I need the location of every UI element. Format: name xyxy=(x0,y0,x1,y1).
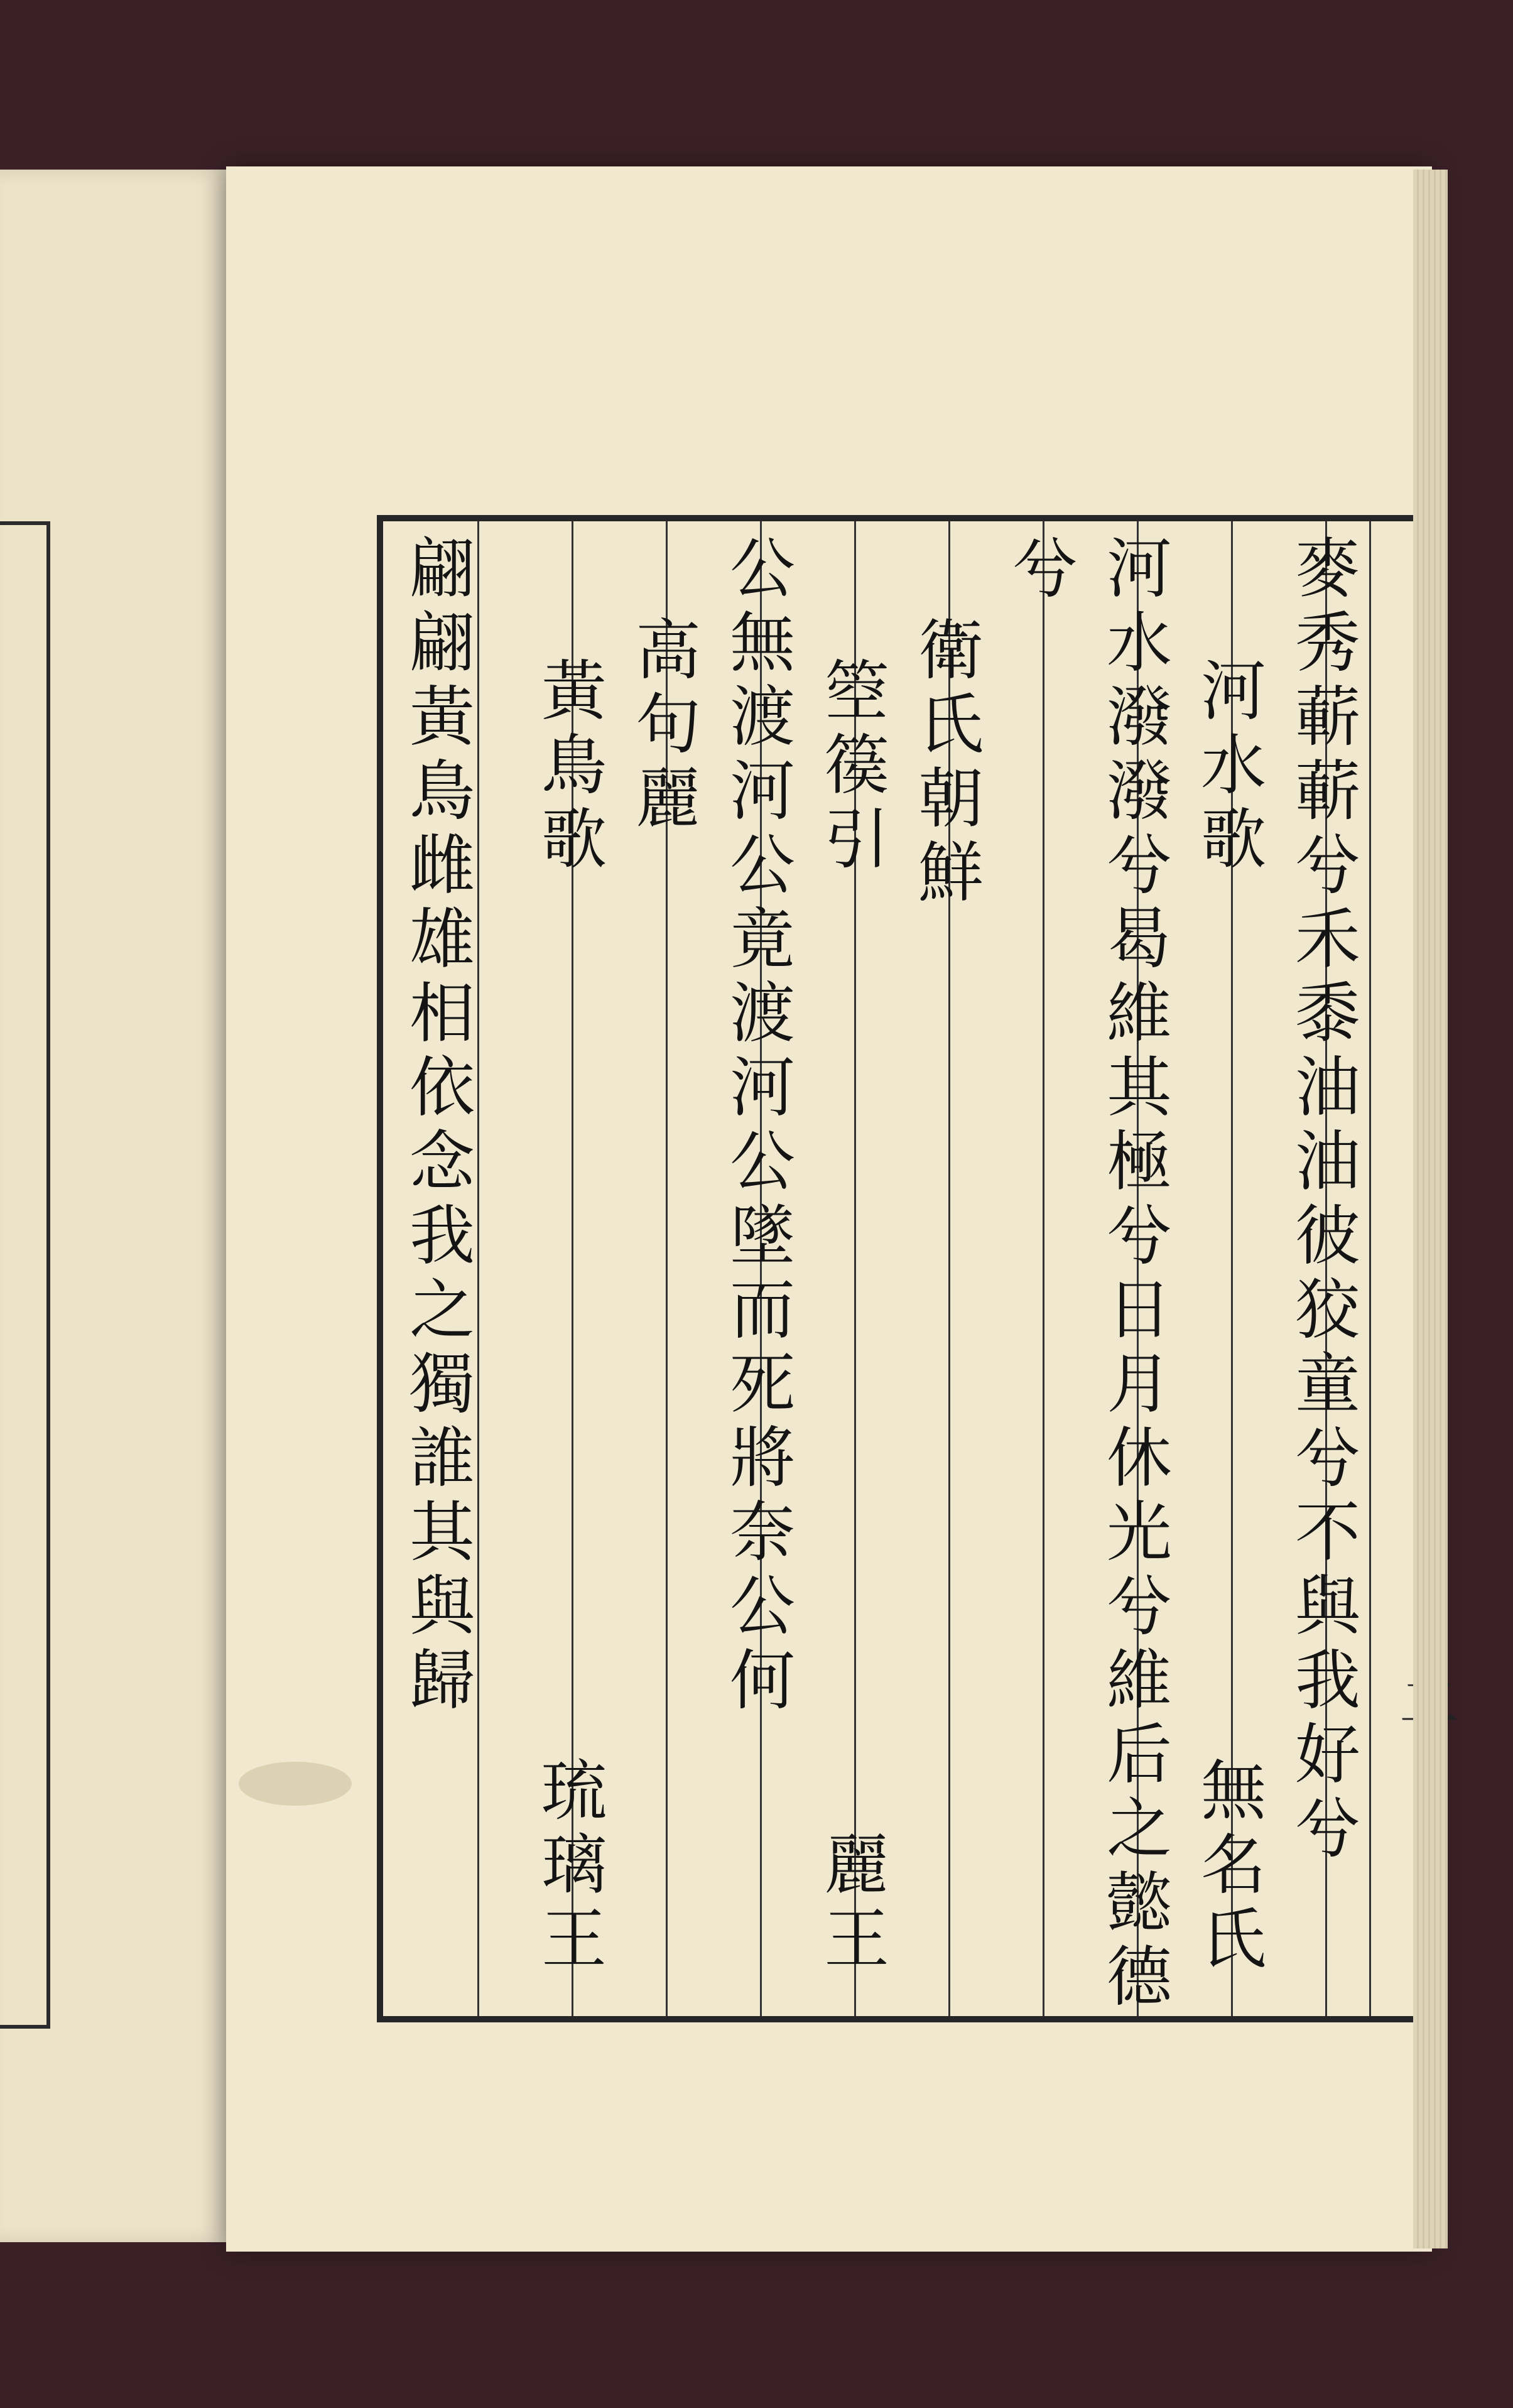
text-column xyxy=(992,521,1087,2016)
text-column xyxy=(1181,521,1275,2016)
column-rule xyxy=(1369,521,1371,2016)
poem-author: 麗王 xyxy=(813,1830,889,1978)
section-heading: 衛氏朝鮮 xyxy=(907,616,984,912)
text-column xyxy=(1275,521,1369,2016)
poem-text: 公無渡河公竟渡河公墜而死將奈公何 xyxy=(719,534,795,1720)
text-frame xyxy=(377,515,1419,2022)
poem-title: 黃鳥歌 xyxy=(530,656,607,879)
paper-stain xyxy=(239,1762,352,1806)
text-column xyxy=(710,521,804,2016)
page-edge xyxy=(1413,170,1448,2248)
poem-text: 兮 xyxy=(1001,534,1078,608)
text-column xyxy=(804,521,898,2016)
poem-text: 麥秀蔪蔪兮禾黍油油彼狡童兮不與我好兮 xyxy=(1284,534,1360,1868)
book-page xyxy=(226,166,1432,2252)
poem-text: 河水潑潑兮曷維其極兮日月休光兮維后之懿德 xyxy=(1095,534,1172,2016)
poem-text: 翩翩黃鳥雌雄相依念我之獨誰其與歸 xyxy=(398,534,475,1720)
poem-title: 河水歌 xyxy=(1190,656,1266,879)
poem-author: 琉璃王 xyxy=(530,1756,607,1978)
poem-title: 箜篌引 xyxy=(813,656,889,879)
text-column xyxy=(1087,521,1181,2016)
poem-author: 無名氏 xyxy=(1190,1756,1266,1978)
section-heading: 高句麗 xyxy=(624,616,701,838)
text-column xyxy=(389,521,484,2016)
text-column xyxy=(898,521,992,2016)
text-column xyxy=(521,521,616,2016)
left-page-frame xyxy=(0,521,50,2029)
left-page xyxy=(0,170,232,2242)
text-column xyxy=(616,521,710,2016)
